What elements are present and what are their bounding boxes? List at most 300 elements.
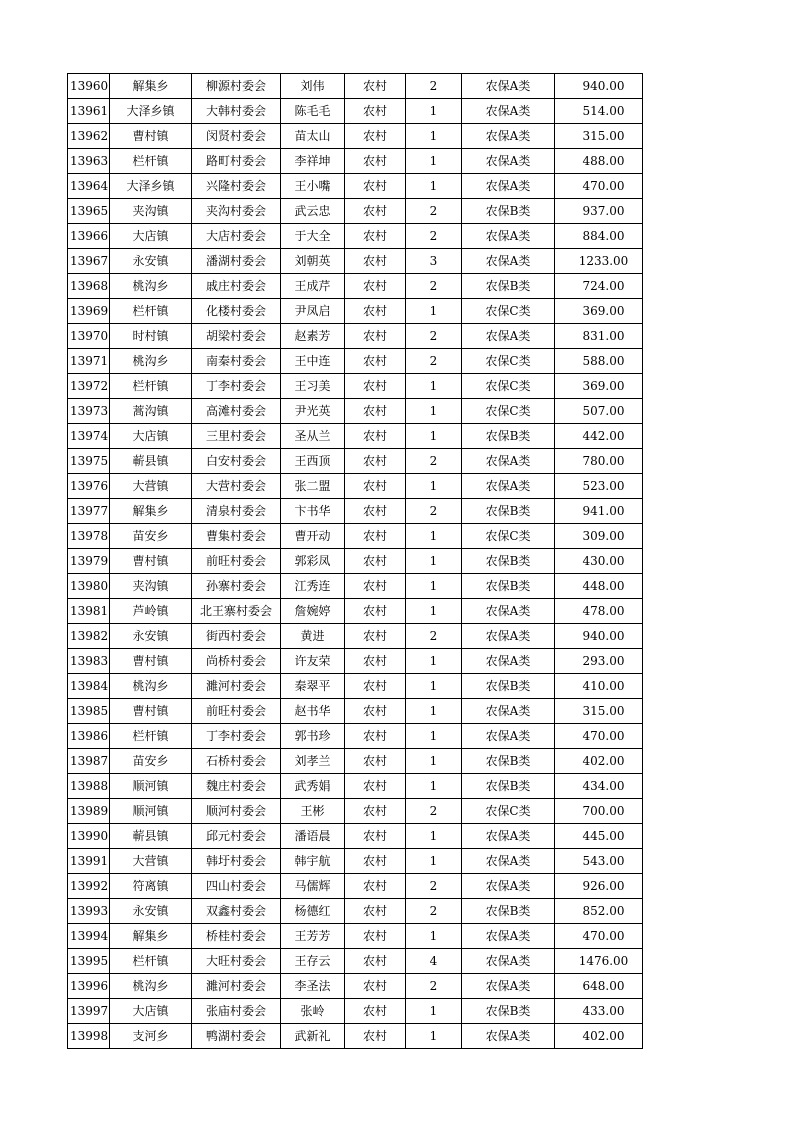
cell-category: 农保B类: [462, 274, 555, 299]
cell-name: 王西顶: [281, 449, 345, 474]
cell-town: 永安镇: [110, 624, 192, 649]
cell-amount: 937.00: [555, 199, 643, 224]
table-row: [68, 224, 643, 249]
cell-name: 赵素芳: [281, 324, 345, 349]
cell-amount: 1233.00: [555, 249, 643, 274]
cell-count: 2: [406, 624, 462, 649]
table-row: [68, 249, 643, 274]
cell-type: 农村: [345, 299, 406, 324]
cell-count: 1: [406, 474, 462, 499]
cell-name: 王芳芳: [281, 924, 345, 949]
cell-type: 农村: [345, 424, 406, 449]
cell-category: 农保A类: [462, 949, 555, 974]
cell-id: 13977: [68, 499, 110, 524]
cell-type: 农村: [345, 399, 406, 424]
cell-village: 大旺村委会: [192, 949, 281, 974]
cell-town: 大泽乡镇: [110, 174, 192, 199]
table-row: [68, 274, 643, 299]
cell-id: 13983: [68, 649, 110, 674]
cell-name: 王习美: [281, 374, 345, 399]
cell-count: 2: [406, 74, 462, 99]
cell-category: 农保A类: [462, 224, 555, 249]
cell-id: 13962: [68, 124, 110, 149]
cell-id: 13966: [68, 224, 110, 249]
cell-id: 13991: [68, 849, 110, 874]
cell-village: 兴隆村委会: [192, 174, 281, 199]
table-row: [68, 424, 643, 449]
table-row: [68, 699, 643, 724]
cell-type: 农村: [345, 724, 406, 749]
cell-id: 13970: [68, 324, 110, 349]
cell-category: 农保A类: [462, 724, 555, 749]
table-row: [68, 749, 643, 774]
cell-amount: 543.00: [555, 849, 643, 874]
cell-name: 曹开动: [281, 524, 345, 549]
cell-count: 1: [406, 299, 462, 324]
cell-id: 13997: [68, 999, 110, 1024]
cell-name: 赵书华: [281, 699, 345, 724]
cell-count: 1: [406, 1024, 462, 1049]
cell-count: 1: [406, 549, 462, 574]
cell-count: 2: [406, 274, 462, 299]
cell-name: 马儒辉: [281, 874, 345, 899]
table-row: [68, 324, 643, 349]
cell-type: 农村: [345, 374, 406, 399]
cell-category: 农保A类: [462, 824, 555, 849]
cell-amount: 478.00: [555, 599, 643, 624]
cell-amount: 369.00: [555, 299, 643, 324]
cell-count: 1: [406, 824, 462, 849]
cell-village: 街西村委会: [192, 624, 281, 649]
cell-name: 王存云: [281, 949, 345, 974]
table-row: [68, 299, 643, 324]
cell-amount: 315.00: [555, 124, 643, 149]
cell-name: 王小嘴: [281, 174, 345, 199]
table-row: [68, 724, 643, 749]
records-body: [68, 74, 643, 1049]
cell-count: 1: [406, 149, 462, 174]
cell-count: 1: [406, 724, 462, 749]
table-row: [68, 774, 643, 799]
cell-count: 1: [406, 924, 462, 949]
cell-category: 农保A类: [462, 874, 555, 899]
cell-village: 四山村委会: [192, 874, 281, 899]
cell-category: 农保B类: [462, 899, 555, 924]
cell-id: 13960: [68, 74, 110, 99]
cell-town: 大营镇: [110, 474, 192, 499]
cell-category: 农保B类: [462, 549, 555, 574]
cell-name: 尹凤启: [281, 299, 345, 324]
cell-town: 解集乡: [110, 499, 192, 524]
cell-amount: 434.00: [555, 774, 643, 799]
cell-id: 13996: [68, 974, 110, 999]
cell-type: 农村: [345, 624, 406, 649]
cell-type: 农村: [345, 524, 406, 549]
cell-category: 农保B类: [462, 499, 555, 524]
cell-village: 白安村委会: [192, 449, 281, 474]
cell-town: 栏杆镇: [110, 149, 192, 174]
cell-amount: 852.00: [555, 899, 643, 924]
cell-village: 前旺村委会: [192, 699, 281, 724]
cell-village: 夹沟村委会: [192, 199, 281, 224]
table-row: [68, 649, 643, 674]
cell-count: 1: [406, 749, 462, 774]
table-row: [68, 799, 643, 824]
cell-id: 13979: [68, 549, 110, 574]
cell-count: 2: [406, 224, 462, 249]
cell-type: 农村: [345, 199, 406, 224]
table-row: [68, 549, 643, 574]
cell-village: 化楼村委会: [192, 299, 281, 324]
cell-name: 江秀连: [281, 574, 345, 599]
cell-count: 1: [406, 174, 462, 199]
cell-id: 13964: [68, 174, 110, 199]
cell-id: 13974: [68, 424, 110, 449]
cell-type: 农村: [345, 324, 406, 349]
cell-id: 13968: [68, 274, 110, 299]
table-row: [68, 624, 643, 649]
table-row: [68, 474, 643, 499]
table-row: [68, 1024, 643, 1049]
cell-count: 1: [406, 374, 462, 399]
cell-town: 栏杆镇: [110, 724, 192, 749]
cell-town: 大营镇: [110, 849, 192, 874]
cell-name: 陈毛毛: [281, 99, 345, 124]
cell-count: 1: [406, 424, 462, 449]
cell-town: 栏杆镇: [110, 374, 192, 399]
cell-amount: 926.00: [555, 874, 643, 899]
cell-town: 曹村镇: [110, 649, 192, 674]
cell-name: 张岭: [281, 999, 345, 1024]
cell-name: 武秀娟: [281, 774, 345, 799]
cell-amount: 724.00: [555, 274, 643, 299]
cell-name: 刘朝英: [281, 249, 345, 274]
cell-town: 大店镇: [110, 224, 192, 249]
cell-amount: 402.00: [555, 749, 643, 774]
cell-type: 农村: [345, 749, 406, 774]
cell-town: 曹村镇: [110, 699, 192, 724]
cell-category: 农保B类: [462, 999, 555, 1024]
cell-count: 1: [406, 774, 462, 799]
table-row: [68, 199, 643, 224]
cell-name: 秦翠平: [281, 674, 345, 699]
cell-amount: 442.00: [555, 424, 643, 449]
cell-type: 农村: [345, 874, 406, 899]
cell-name: 杨德红: [281, 899, 345, 924]
cell-town: 蒿沟镇: [110, 399, 192, 424]
cell-name: 郭彩凤: [281, 549, 345, 574]
cell-count: 3: [406, 249, 462, 274]
cell-id: 13971: [68, 349, 110, 374]
cell-village: 大营村委会: [192, 474, 281, 499]
cell-village: 胡梁村委会: [192, 324, 281, 349]
cell-id: 13976: [68, 474, 110, 499]
cell-id: 13994: [68, 924, 110, 949]
cell-amount: 940.00: [555, 624, 643, 649]
cell-id: 13998: [68, 1024, 110, 1049]
table-row: [68, 449, 643, 474]
cell-village: 顺河村委会: [192, 799, 281, 824]
cell-type: 农村: [345, 899, 406, 924]
cell-town: 大店镇: [110, 999, 192, 1024]
cell-category: 农保A类: [462, 974, 555, 999]
cell-count: 2: [406, 449, 462, 474]
cell-category: 农保C类: [462, 299, 555, 324]
cell-count: 1: [406, 524, 462, 549]
cell-type: 农村: [345, 599, 406, 624]
cell-village: 张庙村委会: [192, 999, 281, 1024]
cell-category: 农保B类: [462, 424, 555, 449]
cell-town: 桃沟乡: [110, 349, 192, 374]
cell-town: 解集乡: [110, 924, 192, 949]
cell-name: 于大全: [281, 224, 345, 249]
cell-amount: 884.00: [555, 224, 643, 249]
cell-amount: 470.00: [555, 174, 643, 199]
cell-type: 农村: [345, 999, 406, 1024]
cell-town: 大泽乡镇: [110, 99, 192, 124]
cell-count: 1: [406, 99, 462, 124]
cell-category: 农保B类: [462, 749, 555, 774]
cell-id: 13969: [68, 299, 110, 324]
cell-village: 濉河村委会: [192, 974, 281, 999]
cell-amount: 831.00: [555, 324, 643, 349]
cell-type: 农村: [345, 699, 406, 724]
cell-category: 农保A类: [462, 1024, 555, 1049]
cell-id: 13963: [68, 149, 110, 174]
cell-id: 13975: [68, 449, 110, 474]
cell-town: 苗安乡: [110, 749, 192, 774]
cell-id: 13982: [68, 624, 110, 649]
table-row: [68, 924, 643, 949]
cell-name: 黄进: [281, 624, 345, 649]
cell-village: 濉河村委会: [192, 674, 281, 699]
cell-count: 1: [406, 849, 462, 874]
cell-amount: 941.00: [555, 499, 643, 524]
cell-name: 刘伟: [281, 74, 345, 99]
table-row: [68, 399, 643, 424]
cell-id: 13993: [68, 899, 110, 924]
cell-name: 武云忠: [281, 199, 345, 224]
cell-town: 芦岭镇: [110, 599, 192, 624]
cell-type: 农村: [345, 224, 406, 249]
cell-name: 苗太山: [281, 124, 345, 149]
cell-count: 1: [406, 399, 462, 424]
cell-village: 北王寨村委会: [192, 599, 281, 624]
table-row: [68, 599, 643, 624]
table-row: [68, 349, 643, 374]
cell-amount: 293.00: [555, 649, 643, 674]
cell-type: 农村: [345, 974, 406, 999]
cell-town: 夹沟镇: [110, 574, 192, 599]
cell-category: 农保B类: [462, 199, 555, 224]
cell-id: 13973: [68, 399, 110, 424]
cell-village: 戚庄村委会: [192, 274, 281, 299]
table-row: [68, 899, 643, 924]
cell-type: 农村: [345, 474, 406, 499]
cell-count: 1: [406, 574, 462, 599]
cell-type: 农村: [345, 249, 406, 274]
cell-town: 栏杆镇: [110, 949, 192, 974]
cell-count: 2: [406, 324, 462, 349]
cell-amount: 488.00: [555, 149, 643, 174]
cell-amount: 523.00: [555, 474, 643, 499]
cell-amount: 315.00: [555, 699, 643, 724]
cell-amount: 780.00: [555, 449, 643, 474]
cell-count: 4: [406, 949, 462, 974]
cell-town: 蕲县镇: [110, 449, 192, 474]
cell-count: 2: [406, 974, 462, 999]
table-row: [68, 99, 643, 124]
cell-village: 韩圩村委会: [192, 849, 281, 874]
cell-town: 栏杆镇: [110, 299, 192, 324]
table-row: [68, 149, 643, 174]
cell-amount: 309.00: [555, 524, 643, 549]
table-row: [68, 74, 643, 99]
table-row: [68, 524, 643, 549]
cell-amount: 448.00: [555, 574, 643, 599]
table-row: [68, 124, 643, 149]
cell-category: 农保A类: [462, 924, 555, 949]
cell-name: 潘语晨: [281, 824, 345, 849]
cell-name: 尹光英: [281, 399, 345, 424]
cell-id: 13984: [68, 674, 110, 699]
cell-village: 鸭湖村委会: [192, 1024, 281, 1049]
cell-village: 前旺村委会: [192, 549, 281, 574]
cell-village: 双鑫村委会: [192, 899, 281, 924]
table-row: [68, 874, 643, 899]
cell-category: 农保A类: [462, 74, 555, 99]
cell-id: 13961: [68, 99, 110, 124]
cell-category: 农保A类: [462, 124, 555, 149]
cell-category: 农保A类: [462, 624, 555, 649]
cell-type: 农村: [345, 124, 406, 149]
cell-village: 潘湖村委会: [192, 249, 281, 274]
cell-amount: 410.00: [555, 674, 643, 699]
cell-type: 农村: [345, 149, 406, 174]
cell-village: 柳源村委会: [192, 74, 281, 99]
cell-amount: 507.00: [555, 399, 643, 424]
cell-village: 南秦村委会: [192, 349, 281, 374]
table-row: [68, 849, 643, 874]
cell-category: 农保A类: [462, 599, 555, 624]
cell-village: 曹集村委会: [192, 524, 281, 549]
cell-town: 桃沟乡: [110, 274, 192, 299]
cell-category: 农保A类: [462, 449, 555, 474]
cell-name: 李祥坤: [281, 149, 345, 174]
cell-category: 农保A类: [462, 249, 555, 274]
cell-category: 农保A类: [462, 99, 555, 124]
cell-count: 2: [406, 349, 462, 374]
cell-id: 13978: [68, 524, 110, 549]
cell-village: 石桥村委会: [192, 749, 281, 774]
cell-id: 13992: [68, 874, 110, 899]
cell-village: 清泉村委会: [192, 499, 281, 524]
cell-village: 闵贤村委会: [192, 124, 281, 149]
cell-town: 符离镇: [110, 874, 192, 899]
cell-village: 路町村委会: [192, 149, 281, 174]
cell-type: 农村: [345, 274, 406, 299]
cell-town: 桃沟乡: [110, 674, 192, 699]
cell-amount: 369.00: [555, 374, 643, 399]
table-row: [68, 674, 643, 699]
cell-type: 农村: [345, 99, 406, 124]
cell-id: 13986: [68, 724, 110, 749]
cell-category: 农保A类: [462, 174, 555, 199]
cell-id: 13987: [68, 749, 110, 774]
cell-town: 解集乡: [110, 74, 192, 99]
cell-id: 13972: [68, 374, 110, 399]
cell-town: 蕲县镇: [110, 824, 192, 849]
cell-category: 农保B类: [462, 774, 555, 799]
cell-type: 农村: [345, 74, 406, 99]
cell-type: 农村: [345, 574, 406, 599]
cell-category: 农保C类: [462, 349, 555, 374]
cell-count: 2: [406, 199, 462, 224]
cell-type: 农村: [345, 649, 406, 674]
cell-category: 农保A类: [462, 324, 555, 349]
cell-village: 魏庄村委会: [192, 774, 281, 799]
cell-name: 郭书珍: [281, 724, 345, 749]
cell-name: 卞书华: [281, 499, 345, 524]
cell-town: 永安镇: [110, 899, 192, 924]
cell-village: 高滩村委会: [192, 399, 281, 424]
cell-type: 农村: [345, 1024, 406, 1049]
cell-id: 13980: [68, 574, 110, 599]
cell-type: 农村: [345, 449, 406, 474]
cell-id: 13990: [68, 824, 110, 849]
cell-village: 大店村委会: [192, 224, 281, 249]
cell-name: 王成芹: [281, 274, 345, 299]
cell-id: 13995: [68, 949, 110, 974]
cell-town: 顺河镇: [110, 799, 192, 824]
cell-count: 2: [406, 499, 462, 524]
cell-town: 桃沟乡: [110, 974, 192, 999]
cell-town: 大店镇: [110, 424, 192, 449]
cell-id: 13967: [68, 249, 110, 274]
cell-count: 1: [406, 124, 462, 149]
cell-amount: 648.00: [555, 974, 643, 999]
cell-village: 桥桂村委会: [192, 924, 281, 949]
table-row: [68, 999, 643, 1024]
cell-category: 农保A类: [462, 849, 555, 874]
cell-name: 王中连: [281, 349, 345, 374]
cell-village: 丁李村委会: [192, 374, 281, 399]
cell-name: 詹婉婷: [281, 599, 345, 624]
cell-type: 农村: [345, 824, 406, 849]
table-row: [68, 574, 643, 599]
cell-count: 1: [406, 674, 462, 699]
cell-category: 农保C类: [462, 399, 555, 424]
cell-count: 2: [406, 799, 462, 824]
cell-village: 三里村委会: [192, 424, 281, 449]
cell-amount: 430.00: [555, 549, 643, 574]
cell-id: 13965: [68, 199, 110, 224]
table-row: [68, 949, 643, 974]
cell-amount: 940.00: [555, 74, 643, 99]
cell-count: 2: [406, 874, 462, 899]
cell-town: 曹村镇: [110, 549, 192, 574]
cell-town: 时村镇: [110, 324, 192, 349]
table-row: [68, 174, 643, 199]
cell-type: 农村: [345, 849, 406, 874]
cell-town: 曹村镇: [110, 124, 192, 149]
cell-category: 农保A类: [462, 149, 555, 174]
cell-count: 1: [406, 649, 462, 674]
cell-name: 刘孝兰: [281, 749, 345, 774]
cell-village: 孙寨村委会: [192, 574, 281, 599]
cell-id: 13988: [68, 774, 110, 799]
cell-name: 圣从兰: [281, 424, 345, 449]
